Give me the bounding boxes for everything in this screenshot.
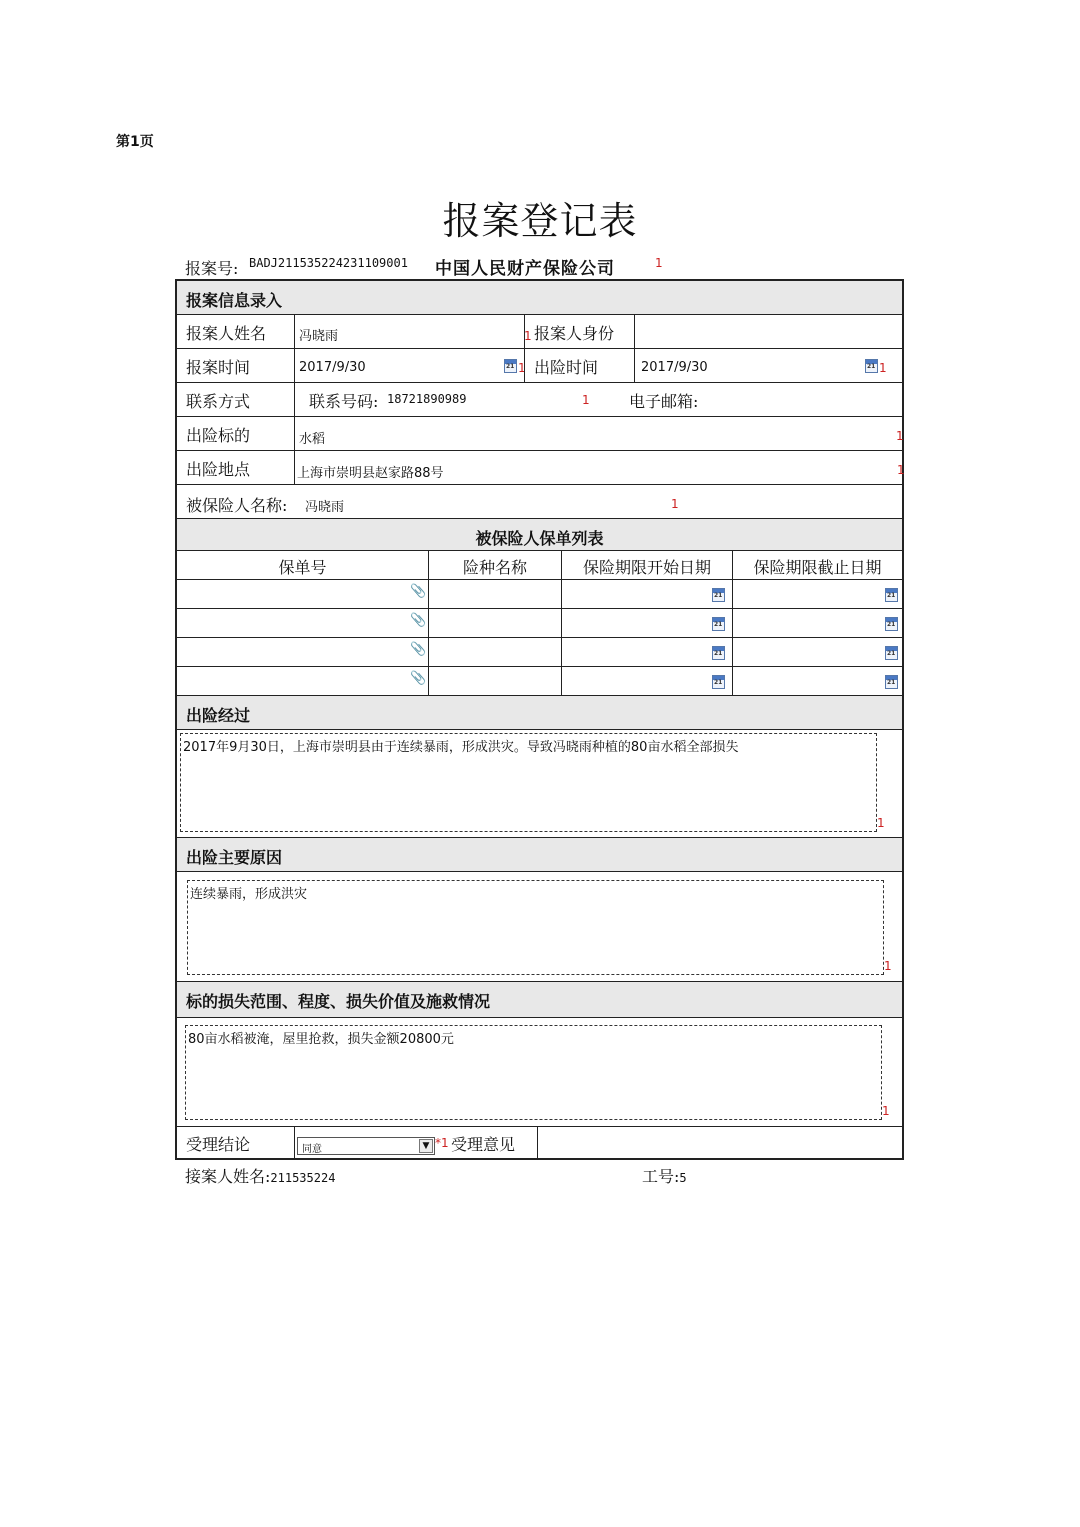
- calendar-icon[interactable]: [885, 646, 898, 660]
- loss-textarea[interactable]: [185, 1025, 882, 1120]
- insurance-type-field[interactable]: [428, 638, 561, 666]
- red-mark: 1: [877, 816, 885, 830]
- subject-label: 出险标的: [186, 426, 251, 445]
- row-contact: [177, 383, 902, 417]
- red-mark: 1: [882, 1104, 890, 1118]
- end-date-field[interactable]: [732, 580, 902, 608]
- case-no-label: 报案号:: [185, 259, 239, 278]
- incident-area: [177, 730, 902, 838]
- incident-text: 2017年9月30日，上海市崇明县由于连续暴雨，形成洪灾。导致冯晓雨种植的80亩水稻全部损失: [183, 740, 739, 755]
- company-name: 中国人民财产保险公司: [435, 259, 615, 279]
- end-date-field[interactable]: [732, 609, 902, 637]
- calendar-icon[interactable]: [885, 617, 898, 631]
- reporter-name-label: 报案人姓名: [186, 324, 267, 343]
- cause-textarea[interactable]: [187, 880, 884, 975]
- location-value: 上海市崇明县赵家路88号: [297, 466, 444, 481]
- red-mark: 1: [524, 329, 532, 343]
- paperclip-icon[interactable]: 📎: [410, 642, 427, 657]
- subject-value: 水稻: [299, 432, 326, 447]
- row-insured: [177, 485, 902, 519]
- reporter-name-field[interactable]: [294, 315, 524, 348]
- section-report-info: [177, 281, 902, 315]
- calendar-icon[interactable]: [885, 675, 898, 689]
- column-header: 保险期限截止日期: [732, 551, 902, 579]
- start-date-field[interactable]: [561, 580, 732, 608]
- contact-field: [294, 383, 902, 416]
- conclusion-select[interactable]: [297, 1137, 435, 1155]
- staff-info: [642, 1164, 687, 1187]
- calendar-icon[interactable]: [712, 646, 725, 660]
- start-date-field[interactable]: [561, 667, 732, 695]
- row-reporter: [177, 315, 902, 349]
- conclusion-label: 受理结论: [186, 1135, 251, 1154]
- red-mark: 1: [655, 256, 663, 270]
- cause-area: [177, 872, 902, 982]
- calendar-icon[interactable]: [885, 588, 898, 602]
- row-times: [177, 349, 902, 383]
- section-title: 出险经过: [186, 706, 251, 725]
- calendar-icon[interactable]: [865, 359, 878, 373]
- incident-time-value: 2017/9/30: [641, 360, 708, 375]
- red-mark: 1: [671, 497, 679, 511]
- incident-textarea[interactable]: [180, 733, 877, 832]
- policy-table-header: [177, 551, 902, 580]
- calendar-icon[interactable]: [712, 588, 725, 602]
- location-field[interactable]: [294, 451, 902, 484]
- reporter-id-label: 报案人身份: [524, 315, 634, 348]
- end-date-field[interactable]: [732, 667, 902, 695]
- column-header: 保险期限开始日期: [561, 551, 732, 579]
- section-title: 出险主要原因: [186, 848, 283, 867]
- opinion-label: 受理意见: [451, 1135, 516, 1154]
- report-time-label: 报案时间: [186, 358, 251, 377]
- page-title: 报案登记表: [442, 199, 638, 243]
- insurance-type-field[interactable]: [428, 609, 561, 637]
- section-title: 标的损失范围、程度、损失价值及施救情况: [186, 992, 491, 1011]
- table-row: [177, 667, 902, 696]
- location-label: 出险地点: [186, 460, 251, 479]
- staff-no-label: 工号:: [642, 1167, 680, 1186]
- policy-no-field[interactable]: [177, 667, 428, 695]
- staff-no-value: 5: [679, 1171, 687, 1185]
- subject-field[interactable]: [294, 417, 902, 450]
- email-label: 电子邮箱:: [629, 392, 699, 411]
- receiver-label: 接案人姓名:: [185, 1167, 271, 1186]
- reporter-id-field[interactable]: [634, 315, 902, 348]
- policy-no-field[interactable]: [177, 609, 428, 637]
- incident-time-label: 出险时间: [524, 349, 634, 382]
- cause-text: 连续暴雨，形成洪灾: [190, 887, 308, 902]
- policy-no-field[interactable]: [177, 580, 428, 608]
- section-title: 报案信息录入: [186, 291, 283, 310]
- section-loss: [177, 982, 902, 1018]
- form-header: [185, 252, 905, 279]
- report-time-value: 2017/9/30: [299, 360, 366, 375]
- phone-label: 联系号码:: [309, 392, 379, 411]
- row-location: [177, 451, 905, 485]
- column-header: 险种名称: [428, 551, 561, 579]
- paperclip-icon[interactable]: 📎: [410, 613, 427, 628]
- red-mark: 1: [897, 463, 905, 477]
- policy-no-field[interactable]: [177, 638, 428, 666]
- section-title: 被保险人保单列表: [475, 529, 604, 548]
- start-date-field[interactable]: [561, 609, 732, 637]
- section-cause: [177, 838, 902, 872]
- calendar-icon[interactable]: [712, 617, 725, 631]
- row-acceptance: [177, 1127, 902, 1160]
- phone-value[interactable]: 18721890989: [387, 392, 467, 406]
- conclusion-selected-value: 同意: [302, 1144, 322, 1155]
- insurance-type-field[interactable]: [428, 667, 561, 695]
- insured-label: 被保险人名称:: [186, 496, 288, 515]
- required-mark: *1: [435, 1136, 449, 1150]
- start-date-field[interactable]: [561, 638, 732, 666]
- loss-area: [177, 1018, 902, 1127]
- section-policy-list: [177, 519, 902, 551]
- paperclip-icon[interactable]: 📎: [410, 671, 427, 686]
- red-mark: 1: [518, 361, 526, 375]
- table-row: [177, 638, 902, 667]
- report-form: [175, 279, 904, 1160]
- chevron-down-icon[interactable]: ▼: [419, 1139, 433, 1153]
- red-mark: 1: [896, 429, 904, 443]
- case-no-value: BADJ211535224231109001: [249, 256, 408, 270]
- red-mark: 1: [582, 393, 590, 407]
- page-number: 第1页: [116, 134, 154, 150]
- receiver-info: [185, 1164, 335, 1187]
- incident-time-field[interactable]: [634, 349, 902, 382]
- opinion-field[interactable]: [537, 1127, 902, 1160]
- red-mark: 1: [884, 959, 892, 973]
- insurance-type-field[interactable]: [428, 580, 561, 608]
- report-time-field[interactable]: [294, 349, 524, 382]
- paperclip-icon[interactable]: 📎: [410, 584, 427, 599]
- section-incident: [177, 696, 902, 730]
- table-row: [177, 609, 902, 638]
- red-mark: 1: [879, 361, 887, 375]
- column-header: 保单号: [278, 558, 327, 577]
- end-date-field[interactable]: [732, 638, 902, 666]
- calendar-icon[interactable]: [712, 675, 725, 689]
- calendar-icon[interactable]: [504, 359, 517, 373]
- table-row: [177, 580, 902, 609]
- reporter-name-value: 冯晓雨: [299, 329, 339, 344]
- receiver-value: 211535224: [270, 1171, 336, 1185]
- row-subject: [177, 417, 902, 451]
- loss-text: 80亩水稻被淹，屋里抢救，损失金额20800元: [188, 1032, 454, 1047]
- insured-value[interactable]: 冯晓雨: [305, 500, 345, 515]
- contact-label: 联系方式: [186, 392, 251, 411]
